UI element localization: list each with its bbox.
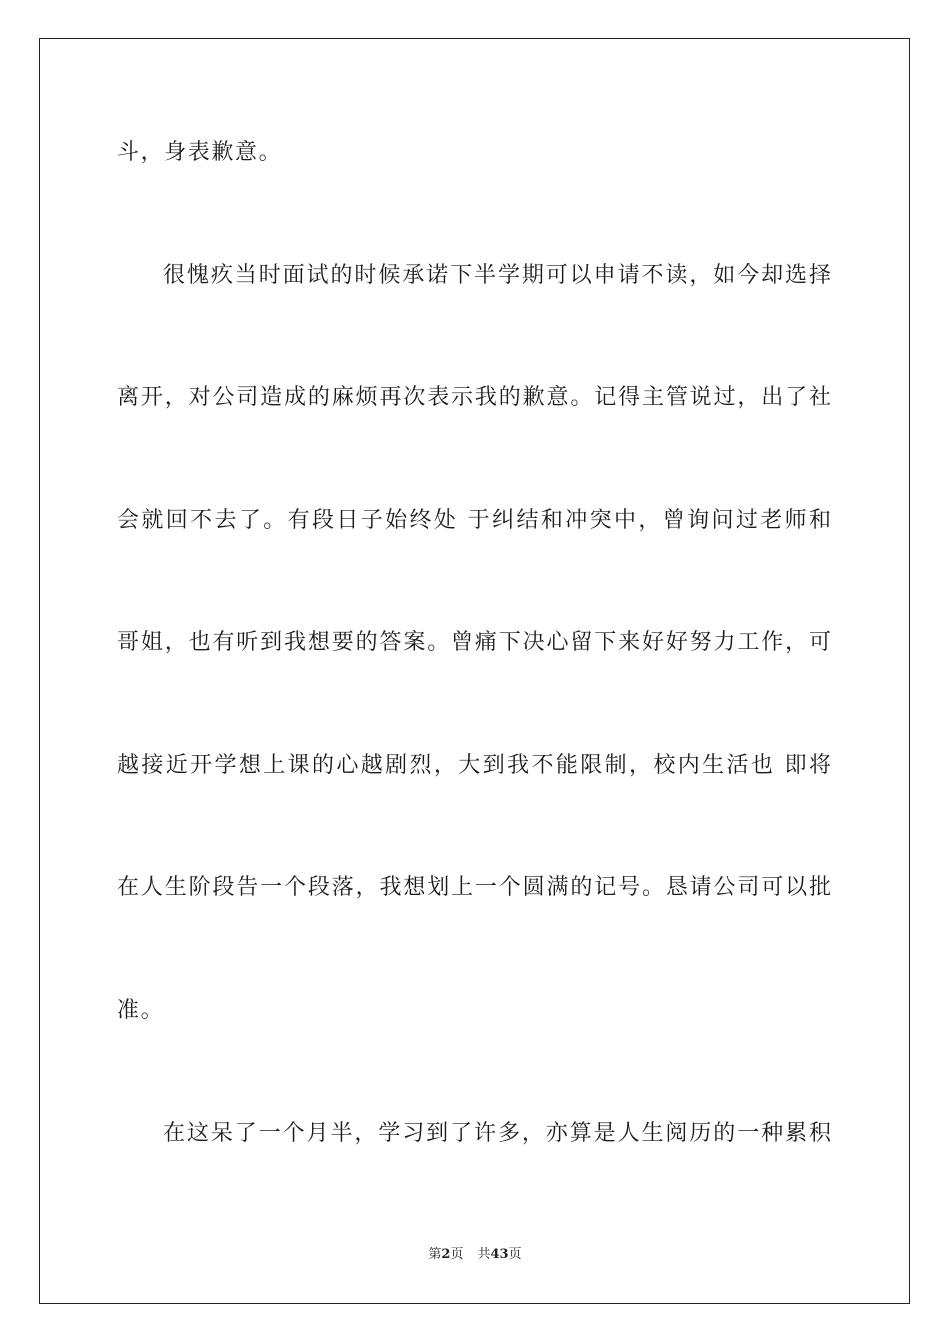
text-line-8: 准。 xyxy=(117,998,165,1023)
text-line-7: 在人生阶段告一个段落，我想划上一个圆满的记号。恳请公司可以批 xyxy=(117,875,831,900)
page-footer xyxy=(0,1246,950,1264)
text-line-3: 离开，对公司造成的麻烦再次表示我的歉意。记得主管说过，出了社 xyxy=(117,385,831,410)
text-line-2: 很愧疚当时面试的时候承诺下半学期可以申请不读，如今却选择 xyxy=(163,263,831,288)
footer-page-number: 2 xyxy=(441,1247,451,1262)
text-line-1: 斗，身表歉意。 xyxy=(117,140,283,165)
footer-total-suffix: 页 xyxy=(508,1247,522,1262)
text-line-5: 哥姐，也有听到我想要的答案。曾痛下决心留下来好好努力工作，可 xyxy=(117,630,831,655)
page-border xyxy=(39,38,910,1304)
text-line-4: 会就回不去了。有段日子始终处 于纠结和冲突中，曾询问过老师和 xyxy=(117,508,831,533)
text-line-9: 在这呆了一个月半，学习到了许多，亦算是人生阅历的一种累积 xyxy=(163,1121,831,1146)
footer-total-prefix: 共 xyxy=(477,1247,491,1262)
footer-page-suffix: 页 xyxy=(450,1247,464,1262)
footer-page-prefix: 第 xyxy=(428,1247,442,1262)
footer-total-pages: 43 xyxy=(490,1247,509,1262)
text-line-6: 越接近开学想上课的心越剧烈，大到我不能限制，校内生活也 即将 xyxy=(117,753,831,778)
